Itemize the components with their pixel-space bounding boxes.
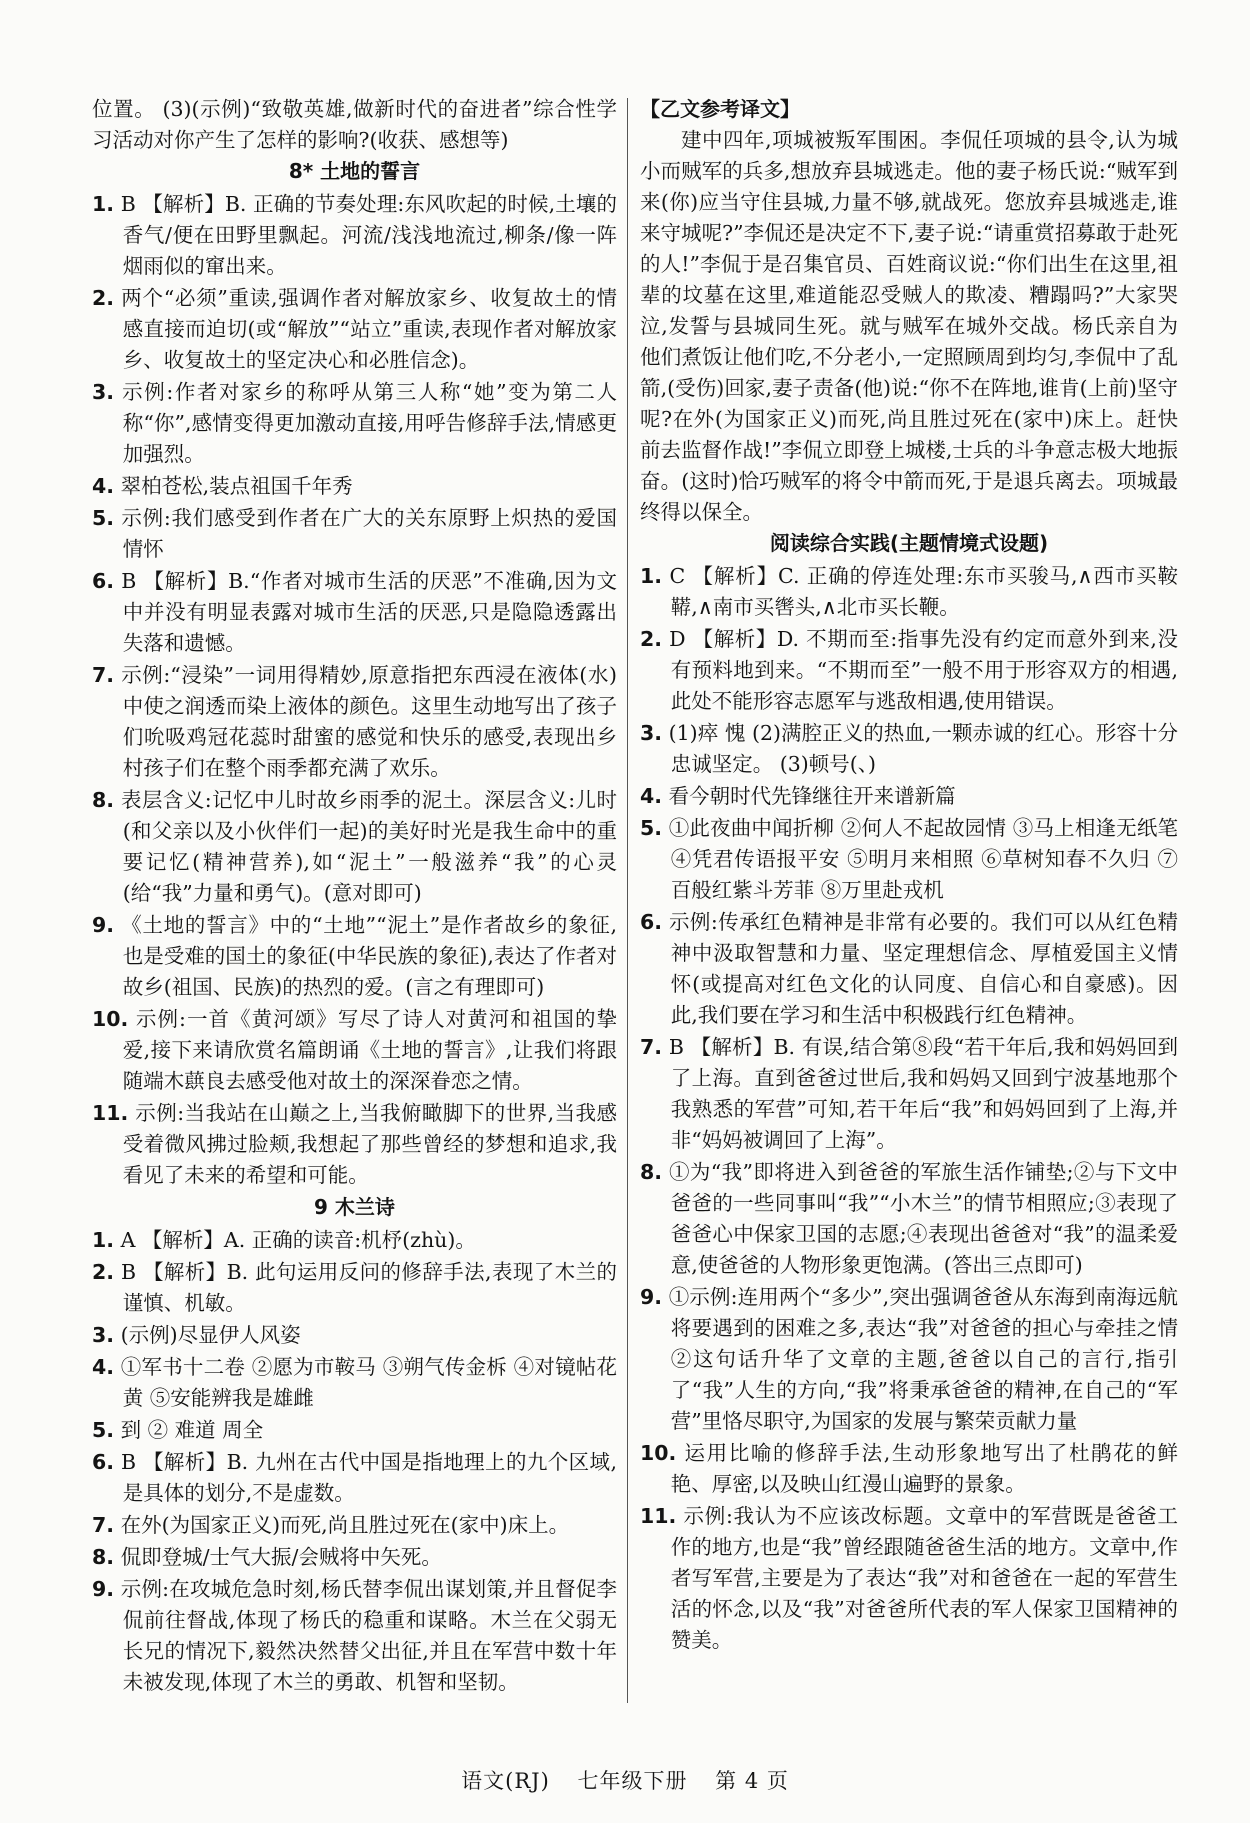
- answer-item: 11. 示例:当我站在山巅之上,当我俯瞰脚下的世界,当我感受着微风拂过脸颊,我想起了那些曾经的梦想和追求,我看见了未来的希望和可能。: [92, 1101, 617, 1187]
- page-footer: [0, 1765, 1250, 1795]
- answer-item: 7. 示例:“浸染”一词用得精妙,原意指把东西浸在液体(水)中使之润透而染上液体的颜色。这里生动地写出了孩子们吮吸鸡冠花蕊时甜蜜的感觉和快乐的感受,表现出乡村孩子们在整个雨季都充满了欢乐。: [92, 663, 617, 780]
- answer-item: 3. (示例)尽显伊人风姿: [92, 1323, 301, 1347]
- answer-item: 7. B 【解析】B. 有误,结合第⑧段“若干年后,我和妈妈回到了上海。直到爸爸过世后,我和妈妈又回到宁波基地那个我熟悉的军营”可知,若干年后“我”和妈妈回到了上海,并非“妈妈被调回了上海”。: [640, 1035, 1178, 1152]
- answer-item: 1. C 【解析】C. 正确的停连处理:东市买骏马,∧西市买鞍鞯,∧南市买辔头,∧北市买长鞭。: [640, 564, 1178, 619]
- reading-list: [640, 561, 1178, 1656]
- answer-item: 9. 《土地的誓言》中的“土地”“泥土”是作者故乡的象征,也是受难的国土的象征(中华民族的象征),表达了作者对故乡(祖国、民族)的热烈的爱。(言之有理即可): [92, 913, 617, 999]
- answer-item: 10. 示例:一首《黄河颂》写尽了诗人对黄河和祖国的挚爱,接下来请欣赏名篇朗诵《土地的誓言》,让我们将跟随端木蕻良去感受他对故土的深深眷恋之情。: [92, 1007, 617, 1093]
- footer-grade: 七年级下册: [577, 1769, 688, 1793]
- section-title-reading: 阅读综合实践(主题情境式设题): [769, 531, 1049, 555]
- answer-item: 3. 示例:作者对家乡的称呼从第三人称“她”变为第二人称“你”,感情变得更加激动直接,用呼告修辞手法,情感更加强烈。: [92, 380, 617, 466]
- answer-item: 6. 示例:传承红色精神是非常有必要的。我们可以从红色精神中汲取智慧和力量、坚定理想信念、厚植爱国主义情怀(或提高对红色文化的认同度、自信心和自豪感)。因此,我们要在学习和生活中积极践行红色精神。: [640, 910, 1178, 1027]
- answer-item: 5. ①此夜曲中闻折柳 ②何人不起故园情 ③马上相逢无纸笔 ④凭君传语报平安 ⑤明月来相照 ⑥草树知春不久归 ⑦百般红紫斗芳菲 ⑧万里赴戎机: [640, 816, 1178, 902]
- section-9-list: [92, 1225, 617, 1698]
- answer-item: 4. 翠柏苍松,装点祖国千年秀: [92, 474, 353, 498]
- translation-text: 建中四年,项城被叛军围困。李侃任项城的县令,认为城小而贼军的兵多,想放弃县城逃走。他的妻子杨氏说:“贼军到来(你)应当守住县城,力量不够,就战死。您放弃县城逃走,谁来守城呢?”李侃还是决定不下,妻子说:“请重赏招募敢于赴死的人!”李侃于是召集官员、百姓商议说:“你们出生在这里,祖辈的坟墓在这里,难道能忍受贼人的欺凌、糟蹋吗?”大家哭泣,发誓与县城同生死。就与贼军在城外交战。杨氏亲自为他们煮饭让他们吃,不分老小,一定照顾周到均匀,李侃中了乱箭,(受伤)回家,妻子责备(他)说:“你不在阵地,谁肯(上前)坚守呢?在外(为国家正义)而死,尚且胜过死在(家中)床上。赶快前去监督作战!”李侃立即登上城楼,士兵的斗争意志极大地振奋。(这时)恰巧贼军的将令中箭而死,于是退兵离去。项城最终得以保全。: [640, 128, 1178, 524]
- answer-item: 5. 示例:我们感受到作者在广大的关东原野上炽热的爱国情怀: [92, 506, 617, 561]
- answer-item: 4. 看今朝时代先锋继往开来谱新篇: [640, 784, 956, 808]
- section-title-9: 9 木兰诗: [314, 1195, 395, 1219]
- answer-item: 8. 侃即登城/士气大振/会贼将中矢死。: [92, 1545, 442, 1569]
- answer-item: 6. B 【解析】B.“作者对城市生活的厌恶”不准确,因为文中并没有明显表露对城市生活的厌恶,只是隐隐透露出失落和遗憾。: [92, 569, 617, 655]
- answer-item: 5. 到 ② 难道 周全: [92, 1418, 264, 1442]
- answer-item: 11. 示例:我认为不应该改标题。文章中的军营既是爸爸工作的地方,也是“我”曾经跟随爸爸生活的地方。文章中,作者写军营,主要是为了表达“我”对和爸爸在一起的军营生活的怀念,以及“我”对爸爸所代表的军人保家卫国精神的赞美。: [640, 1504, 1178, 1652]
- answer-item: 1. B 【解析】B. 正确的节奏处理:东风吹起的时候,土壤的香气/便在田野里飘起。河流/浅浅地流过,柳条/像一阵烟雨似的窜出来。: [92, 192, 617, 278]
- footer-page-number: 第 4 页: [715, 1769, 789, 1793]
- answer-item: 4. ①军书十二卷 ②愿为市鞍马 ③朔气传金柝 ④对镜帖花黄 ⑤安能辨我是雄雌: [92, 1355, 617, 1410]
- answer-item: 3. (1)瘁 愧 (2)满腔正义的热血,一颗赤诚的红心。形容十分忠诚坚定。 (3)顿号(、): [640, 721, 1178, 776]
- footer-subject: 语文(RJ): [461, 1769, 550, 1793]
- answer-item: 8. ①为“我”即将进入到爸爸的军旅生活作铺垫;②与下文中爸爸的一些同事叫“我”“小木兰”的情节相照应;③表现了爸爸心中保家卫国的志愿;④表现出爸爸对“我”的温柔爱意,使爸爸的人物形象更饱满。(答出三点即可): [640, 1160, 1178, 1277]
- column-divider: [627, 98, 628, 1703]
- answer-item: 7. 在外(为国家正义)而死,尚且胜过死在(家中)床上。: [92, 1513, 570, 1537]
- answer-item: 9. 示例:在攻城危急时刻,杨氏替李侃出谋划策,并且督促李侃前往督战,体现了杨氏的稳重和谋略。木兰在父弱无长兄的情况下,毅然决然替父出征,并且在军营中数十年未被发现,体现了木兰的勇敢、机智和坚韧。: [92, 1577, 617, 1694]
- right-column: [640, 94, 1178, 1657]
- answer-item: 2. D 【解析】D. 不期而至:指事先没有约定而意外到来,没有预料地到来。“不期而至”一般不用于形容双方的相遇,此处不能形容志愿军与逃敌相遇,使用错误。: [640, 627, 1178, 713]
- answer-item: 10. 运用比喻的修辞手法,生动形象地写出了杜鹃花的鲜艳、厚密,以及映山红漫山遍野的景象。: [640, 1441, 1178, 1496]
- answer-item: 2. 两个“必须”重读,强调作者对解放家乡、收复故土的情感直接而迫切(或“解放”“站立”重读,表现作者对解放家乡、收复故土的坚定决心和必胜信念)。: [92, 286, 617, 372]
- answer-item: 1. A 【解析】A. 正确的读音:机杼(zhù)。: [92, 1228, 476, 1252]
- section-8-list: [92, 189, 617, 1191]
- answer-item: 9. ①示例:连用两个“多少”,突出强调爸爸从东海到南海远航将要遇到的困难之多,表达“我”对爸爸的担心与牵挂之情 ②这句话升华了文章的主题,爸爸以自己的言行,指引了“我”人生的方向,“我”将秉承爸爸的精神,在自己的“军营”里恪尽职守,为国家的发展与繁荣贡献力量: [640, 1285, 1178, 1433]
- answer-item: 2. B 【解析】B. 此句运用反问的修辞手法,表现了木兰的谨慎、机敏。: [92, 1260, 617, 1315]
- answer-item: 8. 表层含义:记忆中儿时故乡雨季的泥土。深层含义:儿时(和父亲以及小伙伴们一起)的美好时光是我生命中的重要记忆(精神营养),如“泥土”一般滋养“我”的心灵(给“我”力量和勇气)。(意对即可): [92, 788, 617, 905]
- intro-paragraph: 位置。 (3)(示例)“致敬英雄,做新时代的奋进者”综合性学习活动对你产生了怎样的影响?(收获、感想等): [92, 97, 617, 152]
- left-column: [92, 94, 617, 1699]
- answer-item: 6. B 【解析】B. 九州在古代中国是指地理上的九个区域,是具体的划分,不是虚数。: [92, 1450, 617, 1505]
- translation-title: 【乙文参考译文】: [640, 97, 800, 121]
- section-title-8: 8* 土地的誓言: [288, 159, 421, 183]
